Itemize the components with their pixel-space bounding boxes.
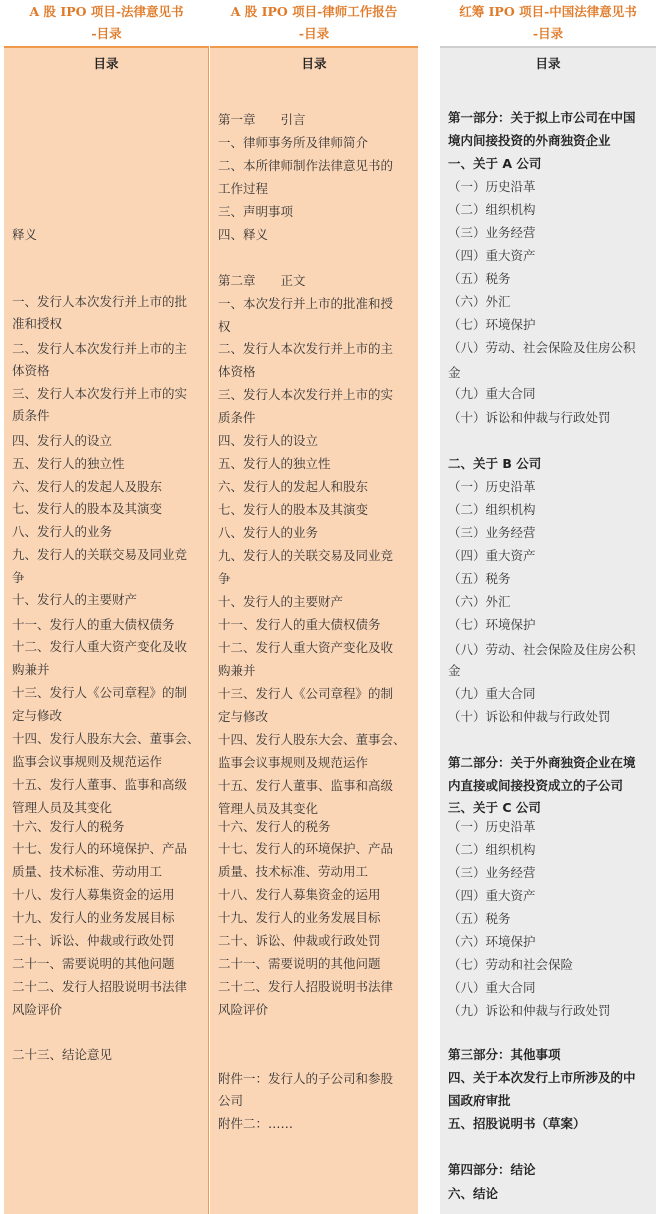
toc-entry-line: （二）组织机构 bbox=[448, 502, 536, 517]
toc-entry-line: 六、发行人的发起人和股东 bbox=[218, 479, 369, 494]
toc-entry-line: 第一章 引言 bbox=[218, 112, 306, 127]
toc-entry-line: 附件二：…… bbox=[218, 1116, 294, 1131]
toc-panel bbox=[440, 46, 656, 1214]
toc-entry-line: 管理人员及其变化 bbox=[218, 801, 319, 816]
toc-label: 目录 bbox=[535, 56, 561, 71]
toc-entry-line: 十四、发行人股东大会、董事会、 bbox=[218, 732, 406, 747]
toc-entry-line: 第二章 正文 bbox=[218, 273, 306, 288]
column-a-share-legal-opinion bbox=[4, 0, 209, 1062]
toc-label: 目录 bbox=[301, 56, 327, 71]
toc-entry-line: 二十、诉讼、仲裁或行政处罚 bbox=[218, 933, 381, 948]
column-title: A 股 IPO 项目-律师工作报告 bbox=[230, 4, 398, 19]
toc-entry-line: 五、发行人的独立性 bbox=[12, 456, 125, 471]
toc-entry-line: 购兼并 bbox=[218, 663, 256, 678]
toc-entry-line: 附件一：发行人的子公司和参股 bbox=[218, 1071, 394, 1086]
toc-entry-line: 六、发行人的发起人及股东 bbox=[12, 479, 163, 494]
toc-entry-line: 准和授权 bbox=[12, 316, 63, 331]
toc-entry-line: 一、本次发行并上市的批准和授 bbox=[218, 296, 394, 311]
toc-entry-line: 一、发行人本次发行并上市的批 bbox=[12, 294, 188, 309]
toc-entry-line: （七）劳动和社会保险 bbox=[448, 957, 574, 972]
column-header bbox=[440, 0, 656, 45]
toc-entry-line: 金 bbox=[448, 663, 461, 678]
toc-entry-line: 二十三、结论意见 bbox=[12, 1047, 113, 1062]
toc-entry-line: 十二、发行人重大资产变化及收 bbox=[12, 639, 188, 654]
toc-entry-line: 监事会议事规则及规范运作 bbox=[12, 754, 163, 769]
toc-entry-line: （三）业务经营 bbox=[448, 225, 536, 240]
column-subtitle: -目录 bbox=[298, 26, 330, 41]
toc-entry-line: （八）重大合同 bbox=[448, 980, 536, 995]
toc-entry-line: （一）历史沿革 bbox=[448, 179, 536, 194]
toc-entry-line: 工作过程 bbox=[218, 181, 269, 196]
toc-entry-line: 十八、发行人募集资金的运用 bbox=[12, 887, 175, 902]
toc-entry-line: 监事会议事规则及规范运作 bbox=[218, 755, 369, 770]
toc-heading-line: 六、结论 bbox=[448, 1186, 499, 1201]
toc-entry-line: 七、发行人的股本及其演变 bbox=[218, 502, 369, 517]
column-a-share-lawyer-work-report bbox=[210, 0, 418, 1131]
column-title: 红筹 IPO 项目-中国法律意见书 bbox=[459, 4, 637, 19]
toc-entry-line: （九）诉讼和仲裁与行政处罚 bbox=[448, 1003, 611, 1018]
toc-entry-line: 十、发行人的主要财产 bbox=[218, 594, 344, 609]
toc-entry-line: 四、发行人的设立 bbox=[218, 433, 319, 448]
toc-entry-line: （五）税务 bbox=[448, 571, 511, 586]
toc-entry-line: 定与修改 bbox=[218, 709, 269, 724]
toc-entry-line: 三、声明事项 bbox=[218, 204, 294, 219]
toc-entry-line: （五）税务 bbox=[448, 911, 511, 926]
toc-entry-line: （二）组织机构 bbox=[448, 202, 536, 217]
toc-entry-line: （六）外汇 bbox=[448, 594, 511, 609]
toc-entry-line: 金 bbox=[448, 365, 461, 380]
toc-entry-line: 五、发行人的独立性 bbox=[218, 456, 331, 471]
toc-entry-line: （八）劳动、社会保险及住房公积 bbox=[448, 340, 636, 355]
toc-entry-line: （三）业务经营 bbox=[448, 865, 536, 880]
column-red-chip-china-legal-opinion bbox=[440, 0, 656, 1201]
toc-heading-line: 五、招股说明书（草案） bbox=[448, 1116, 586, 1131]
toc-entry-line: 八、发行人的业务 bbox=[218, 525, 319, 540]
toc-entry-line: 十一、发行人的重大债权债务 bbox=[218, 617, 381, 632]
toc-entry-line: （十）诉讼和仲裁与行政处罚 bbox=[448, 709, 611, 724]
toc-entry-line: 十七、发行人的环境保护、产品 bbox=[218, 841, 394, 856]
toc-heading-line: 第三部分：其他事项 bbox=[448, 1047, 561, 1062]
toc-entry-line: 二十、诉讼、仲裁或行政处罚 bbox=[12, 933, 175, 948]
toc-entry-line: （四）重大资产 bbox=[448, 548, 536, 563]
toc-entry-line: 体资格 bbox=[218, 364, 256, 379]
toc-entry-line: （六）外汇 bbox=[448, 294, 511, 309]
toc-entry-line: 十、发行人的主要财产 bbox=[12, 592, 138, 607]
toc-entry-line: 风险评价 bbox=[12, 1002, 63, 1017]
toc-entry-line: 十一、发行人的重大债权债务 bbox=[12, 617, 175, 632]
toc-heading-line: 第四部分：结论 bbox=[448, 1162, 536, 1177]
toc-entry-line: （八）劳动、社会保险及住房公积 bbox=[448, 642, 636, 657]
toc-entry-line: 四、发行人的设立 bbox=[12, 433, 113, 448]
toc-entry-line: 公司 bbox=[218, 1093, 244, 1108]
toc-entry-line: 九、发行人的关联交易及同业竞 bbox=[218, 548, 394, 563]
toc-entry-line: 二、本所律师制作法律意见书的 bbox=[218, 158, 394, 173]
toc-heading-line: 四、关于本次发行上市所涉及的中 bbox=[448, 1070, 636, 1085]
toc-entry-line: 二十一、需要说明的其他问题 bbox=[12, 956, 175, 971]
toc-panel bbox=[4, 46, 209, 1214]
toc-heading-line: 第二部分：关于外商独资企业在境 bbox=[448, 755, 636, 770]
toc-entry-line: （二）组织机构 bbox=[448, 842, 536, 857]
toc-entry-line: （三）业务经营 bbox=[448, 525, 536, 540]
toc-entry-line: （七）环境保护 bbox=[448, 317, 536, 332]
toc-heading-line: 三、关于 C 公司 bbox=[448, 800, 541, 815]
toc-heading-line: 境内间接投资的外商独资企业 bbox=[448, 133, 611, 148]
toc-entry-line: （九）重大合同 bbox=[448, 686, 536, 701]
toc-entry-line: 十九、发行人的业务发展目标 bbox=[218, 910, 381, 925]
toc-entry-line: （九）重大合同 bbox=[448, 386, 536, 401]
toc-entry-line: （六）环境保护 bbox=[448, 934, 536, 949]
toc-entry-line: 八、发行人的业务 bbox=[12, 524, 113, 539]
toc-entry-line: 二十二、发行人招股说明书法律 bbox=[12, 979, 188, 994]
toc-entry-line: 十五、发行人董事、监事和高级 bbox=[218, 778, 394, 793]
toc-entry-line: 定与修改 bbox=[12, 708, 63, 723]
toc-entry-line: 争 bbox=[12, 570, 25, 585]
toc-entry-line: 三、发行人本次发行并上市的实 bbox=[218, 387, 394, 402]
toc-entry-line: 一、律师事务所及律师简介 bbox=[218, 135, 369, 150]
toc-entry-line: 十九、发行人的业务发展目标 bbox=[12, 910, 175, 925]
toc-entry-line: 风险评价 bbox=[218, 1002, 269, 1017]
column-header bbox=[4, 0, 209, 45]
toc-entry-line: 质条件 bbox=[218, 410, 256, 425]
column-subtitle: -目录 bbox=[91, 26, 122, 41]
toc-entry-line: 管理人员及其变化 bbox=[12, 800, 113, 815]
toc-entry-line: 十六、发行人的税务 bbox=[12, 819, 125, 834]
toc-entry-line: 十五、发行人董事、监事和高级 bbox=[12, 777, 188, 792]
toc-label: 目录 bbox=[93, 56, 119, 71]
toc-heading-line: 国政府审批 bbox=[448, 1093, 511, 1108]
toc-entry-line: 释义 bbox=[12, 227, 38, 242]
toc-entry-line: 九、发行人的关联交易及同业竞 bbox=[12, 547, 188, 562]
toc-entry-line: 二、发行人本次发行并上市的主 bbox=[12, 341, 188, 356]
toc-panel bbox=[210, 46, 418, 1214]
toc-entry-line: 购兼并 bbox=[12, 662, 50, 677]
toc-entry-line: 四、释义 bbox=[218, 227, 269, 242]
toc-entry-line: （五）税务 bbox=[448, 271, 511, 286]
toc-entry-line: 十七、发行人的环境保护、产品 bbox=[12, 841, 188, 856]
toc-entry-line: （十）诉讼和仲裁与行政处罚 bbox=[448, 410, 611, 425]
toc-entry-line: 质条件 bbox=[12, 408, 50, 423]
column-header bbox=[210, 0, 418, 45]
toc-entry-line: 十三、发行人《公司章程》的制 bbox=[12, 685, 188, 700]
toc-heading-line: 一、关于 A 公司 bbox=[448, 156, 542, 171]
toc-entry-line: 二十二、发行人招股说明书法律 bbox=[218, 979, 394, 994]
column-title: A 股 IPO 项目-法律意见书 bbox=[29, 4, 184, 19]
toc-entry-line: 十四、发行人股东大会、董事会、 bbox=[12, 731, 200, 746]
toc-entry-line: 十三、发行人《公司章程》的制 bbox=[218, 686, 394, 701]
toc-heading-line: 二、关于 B 公司 bbox=[448, 456, 542, 471]
toc-entry-line: 七、发行人的股本及其演变 bbox=[12, 501, 163, 516]
toc-entry-line: 争 bbox=[218, 571, 231, 586]
toc-entry-line: 权 bbox=[218, 319, 231, 334]
toc-entry-line: （一）历史沿革 bbox=[448, 819, 536, 834]
toc-heading-line: 内直接或间接投资成立的子公司 bbox=[448, 778, 624, 793]
toc-entry-line: 十六、发行人的税务 bbox=[218, 819, 331, 834]
toc-entry-line: 二、发行人本次发行并上市的主 bbox=[218, 341, 394, 356]
toc-entry-line: （一）历史沿革 bbox=[448, 479, 536, 494]
toc-entry-line: 质量、技术标准、劳动用工 bbox=[12, 864, 163, 879]
toc-entry-line: （七）环境保护 bbox=[448, 617, 536, 632]
toc-entry-line: 体资格 bbox=[12, 363, 50, 378]
toc-entry-line: 质量、技术标准、劳动用工 bbox=[218, 864, 369, 879]
toc-entry-line: 二十一、需要说明的其他问题 bbox=[218, 956, 381, 971]
toc-entry-line: 十二、发行人重大资产变化及收 bbox=[218, 640, 394, 655]
toc-entry-line: （四）重大资产 bbox=[448, 248, 536, 263]
column-subtitle: -目录 bbox=[532, 26, 564, 41]
toc-entry-line: （四）重大资产 bbox=[448, 888, 536, 903]
toc-entry-line: 三、发行人本次发行并上市的实 bbox=[12, 386, 188, 401]
toc-heading-line: 第一部分：关于拟上市公司在中国 bbox=[448, 110, 636, 125]
toc-entry-line: 十八、发行人募集资金的运用 bbox=[218, 887, 381, 902]
